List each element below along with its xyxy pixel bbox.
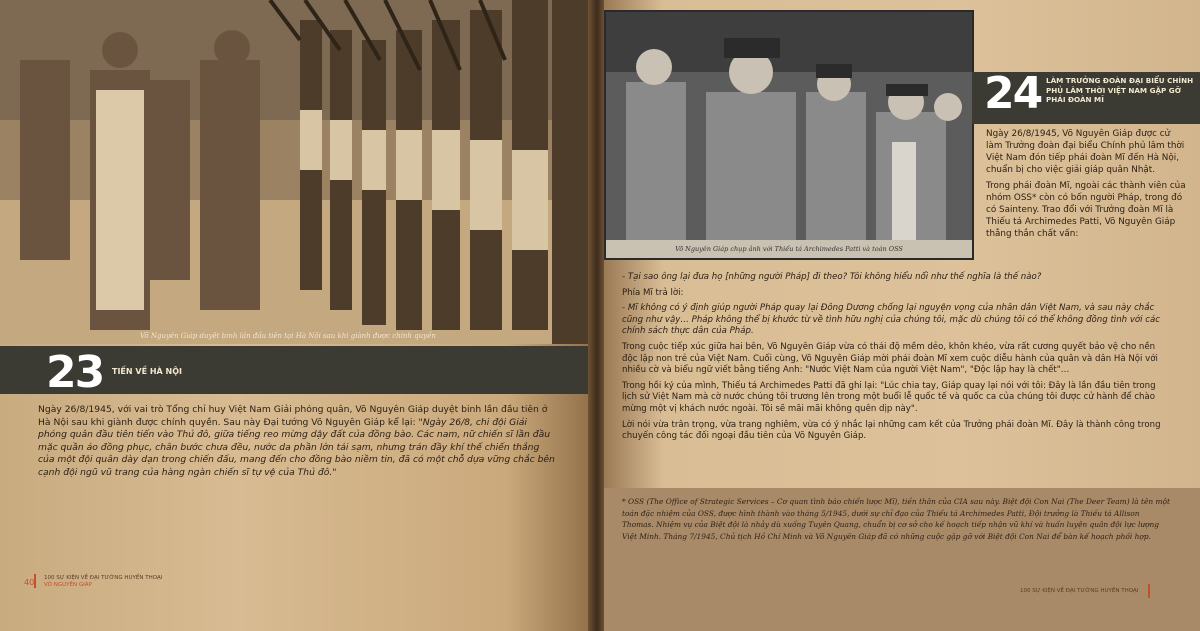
section-23-number: 23 <box>46 347 104 398</box>
oss-group-photo <box>604 10 974 260</box>
left-page-number: 40 <box>24 578 35 587</box>
oss-footnote: * OSS (The Office of Strategic Services – Cơ quan tình báo chiến lược Mĩ), tiền thân của CIA sau này. Biệt đội Con Nai (The Deer Team) là tên một toán đặc nhiệm của OSS, được hình thành vào tháng 5/1945, dưới sự chỉ đạo của Thiếu tá Archimedes Patti, Đội trưởng là Thiếu tá Allison Thomas. Nhiệm vụ của Biệt đội là nhảy dù xuống Tuyên Quang, chuẩn bị cơ sở cho kế hoạch tiếp nhận vũ khí và huấn luyện quân đội lực lượng Việt Minh. Tháng 7/1945, Chủ tịch Hồ Chí Minh và Võ Nguyên Giáp đã có những cuộc gặp gỡ với Biệt đội Con Nai để bàn kế hoạch phối hợp. <box>622 497 1170 541</box>
section-24-col-paragraph-1: Ngày 26/8/1945, Võ Nguyên Giáp được cử làm Trưởng đoàn đại biểu Chính phủ lâm thời Việt Nam đón tiếp phái đoàn Mĩ đến Hà Nội, chuẩn bị cho việc giải giáp quân Nhật. <box>986 129 1185 175</box>
right-page <box>604 0 1200 631</box>
left-footer <box>44 575 162 589</box>
section-24-col-paragraph-2: Trong phái đoàn Mĩ, ngoài các thành viên của nhóm OSS* còn có bốn người Pháp, trong đó có Sainteny. Trao đổi với Trưởng đoàn Mĩ là Thiếu tá Archimedes Patti, Võ Nguyên Giáp thẳng thắn chất vấn: <box>986 181 1186 239</box>
section-23-paragraph <box>38 404 556 480</box>
left-footer-name: VÕ NGUYÊN GIÁP <box>44 582 92 588</box>
right-photo-caption: Võ Nguyên Giáp chụp ảnh với Thiếu tá Archimedes Patti và toán OSS <box>606 240 972 258</box>
left-photo-caption: Võ Nguyên Giáp duyệt binh lần đầu tiên tại Hà Nội sau khi giành được chính quyền <box>140 332 436 340</box>
parade-photo <box>0 0 590 344</box>
left-footer-accent <box>34 574 36 588</box>
section-23-body <box>38 404 556 480</box>
us-reply-intro: Phía Mĩ trả lời: <box>622 287 684 298</box>
section-24-title: LÀM TRƯỞNG ĐOÀN ĐẠI BIỂU CHÍNH PHỦ LÂM THỜI VIỆT NAM GẶP GỠ PHÁI ĐOÀN MĨ <box>1046 76 1194 104</box>
giap-question: - Tại sao ông lại đưa họ [những người Pháp] đi theo? Tôi không hiểu nổi như thế nghĩa là thế nào? <box>622 272 1042 282</box>
section-24-body <box>622 272 1170 447</box>
section-23-title: TIẾN VỀ HÀ NỘI <box>112 367 182 376</box>
section-23-intro: Ngày 26/8/1945, với vai trò Tổng chỉ huy Việt Nam Giải phóng quân, Võ Nguyên Giáp duyệt binh lần đầu tiên ở Hà Nội sau khi giành được chính quyền. Sau này Đại tướng Võ Nguyên Giáp kể lại: <box>38 404 548 428</box>
left-footer-series: 100 SỰ KIỆN VỀ ĐẠI TƯỚNG HUYỀN THOẠI <box>44 575 163 581</box>
section-24-paragraph-contact: Trong cuộc tiếp xúc giữa hai bên, Võ Nguyên Giáp vừa có thái độ mềm dẻo, khôn khéo, vừa rất cương quyết bảo vệ cho nền độc lập non trẻ của Việt Nam. Cuối cùng, Võ Nguyên Giáp mời phái đoàn Mĩ xem cuộc diễu hành của quân và dân Hà Nội với nhiều cờ và biểu ngữ viết bằng tiếng Anh: "Nước Việt Nam của người Việt Nam", "Độc lập hay là chết"… <box>622 341 1158 376</box>
parade-photo-illustration <box>0 0 590 344</box>
section-24-paragraph-conclusion: Lời nói vừa trân trọng, vừa trang nghiêm, vừa có ý nhắc lại những cam kết của Trưởng phái đoàn Mĩ. Đây là thành công trong chuyến công tác đối ngoại đầu tiên của Võ Nguyên Giáp. <box>622 419 1161 442</box>
right-footer-accent <box>1148 584 1150 598</box>
left-page <box>0 0 596 631</box>
section-24-column <box>986 128 1186 244</box>
section-24-paragraph-memoir: Trong hồi ký của mình, Thiếu tá Archimedes Patti đã ghi lại: "Lúc chia tay, Giáp quay lại nói với tôi: Đây là lần đầu tiên trong lịch sử Việt Nam mà cờ nước chúng tôi trương lên trong một buổi lễ quốc tế và quốc ca của chúng tôi được cử hành để chào mừng một vị khách nước ngoài. Tôi sẽ mãi mãi không quên dịp này". <box>622 380 1156 414</box>
us-reply-quote: - Mĩ không có ý định giúp người Pháp quay lại Đông Dương chống lại nguyện vọng của nhân dân Việt Nam, và sau này chắc cũng như vậy… Pháp không thể bị khước từ về tình hữu nghị của chúng tôi, mặc dù chúng tôi có thể không đồng tình với các chính sách thực dân của Pháp. <box>622 303 1160 337</box>
oss-group-photo-illustration <box>606 12 972 240</box>
right-footer: 100 SỰ KIỆN VỀ ĐẠI TƯỚNG HUYỀN THOẠI <box>1020 588 1139 594</box>
section-23-quote: "Ngày 26/8, chi đội Giải phóng quân đầu tiên tiến vào Thủ đô, giữa tiếng reo mừng dậy đất của đồng bào. Các nam, nữ chiến sĩ lần đầu mặc quần áo đồng phục, chân bước chưa đều, nước da phần lớn tái sạm, nhưng trán đầy khí thế chiến thắng của một đội quân dày dạn trong chiến đấu, mang đến cho đồng bào niềm tin, đã có một chỗ dựa vững chắc bên cạnh đội ngũ vũ trang của hàng ngàn chiến sĩ tự vệ của Thủ đô." <box>38 416 555 478</box>
section-24-number: 24 <box>984 68 1042 119</box>
